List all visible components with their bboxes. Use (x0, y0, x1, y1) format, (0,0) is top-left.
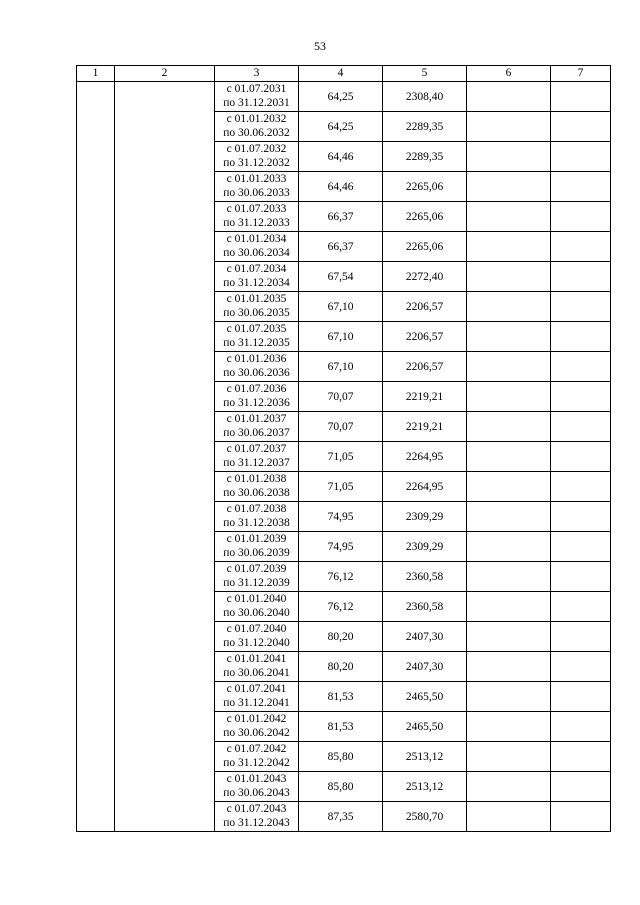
page-number: 53 (314, 39, 326, 53)
col-6-cell (467, 292, 551, 322)
col-5-value: 2309,29 (383, 532, 467, 562)
period-to: по 30.06.2041 (223, 666, 290, 679)
period-from: с 01.01.2043 (226, 773, 287, 785)
col-5-value: 2206,57 (383, 322, 467, 352)
column-header-4: 4 (299, 66, 383, 82)
col-7-cell (551, 172, 611, 202)
col-5-value: 2219,21 (383, 382, 467, 412)
period-from: с 01.07.2037 (226, 443, 287, 455)
col-6-cell (467, 442, 551, 472)
period-cell (215, 202, 299, 232)
period-to: по 30.06.2043 (223, 786, 290, 799)
col-5-value: 2308,40 (383, 82, 467, 112)
period-to: по 31.12.2038 (223, 516, 290, 529)
col-4-value: 66,37 (299, 232, 383, 262)
period-cell (215, 742, 299, 772)
col-4-value: 67,54 (299, 262, 383, 292)
col-1-cell (77, 82, 115, 832)
col-5-value: 2360,58 (383, 592, 467, 622)
col-6-cell (467, 502, 551, 532)
col-5-value: 2407,30 (383, 622, 467, 652)
period-from: с 01.01.2036 (226, 353, 287, 365)
col-4-value: 85,80 (299, 772, 383, 802)
col-7-cell (551, 352, 611, 382)
col-5-value: 2265,06 (383, 172, 467, 202)
col-6-cell (467, 352, 551, 382)
period-from: с 01.07.2036 (226, 383, 287, 395)
period-cell (215, 82, 299, 112)
period-to: по 31.12.2032 (223, 156, 290, 169)
period-from: с 01.01.2035 (226, 293, 287, 305)
col-5-value: 2219,21 (383, 412, 467, 442)
period-from: с 01.07.2033 (226, 203, 287, 215)
col-6-cell (467, 412, 551, 442)
period-to: по 30.06.2039 (223, 546, 290, 559)
period-cell (215, 142, 299, 172)
period-cell (215, 352, 299, 382)
col-6-cell (467, 772, 551, 802)
col-7-cell (551, 112, 611, 142)
col-6-cell (467, 472, 551, 502)
column-header-6: 6 (467, 66, 551, 82)
period-from: с 01.01.2040 (226, 593, 287, 605)
col-6-cell (467, 322, 551, 352)
col-4-value: 74,95 (299, 502, 383, 532)
col-4-value: 76,12 (299, 592, 383, 622)
col-6-cell (467, 202, 551, 232)
col-4-value: 70,07 (299, 412, 383, 442)
table-row (77, 82, 611, 112)
period-to: по 30.06.2038 (223, 486, 290, 499)
col-6-cell (467, 742, 551, 772)
col-4-value: 81,53 (299, 682, 383, 712)
column-header-7: 7 (551, 66, 611, 82)
period-cell (215, 382, 299, 412)
col-5-value: 2206,57 (383, 352, 467, 382)
col-4-value: 81,53 (299, 712, 383, 742)
col-4-value: 67,10 (299, 292, 383, 322)
col-7-cell (551, 622, 611, 652)
col-5-value: 2265,06 (383, 232, 467, 262)
period-to: по 30.06.2036 (223, 366, 290, 379)
col-5-value: 2513,12 (383, 772, 467, 802)
col-7-cell (551, 322, 611, 352)
col-7-cell (551, 472, 611, 502)
period-to: по 31.12.2042 (223, 756, 290, 769)
col-5-value: 2289,35 (383, 142, 467, 172)
col-7-cell (551, 412, 611, 442)
table-body (77, 82, 611, 832)
col-7-cell (551, 682, 611, 712)
period-cell (215, 592, 299, 622)
period-to: по 31.12.2037 (223, 456, 290, 469)
col-5-value: 2265,06 (383, 202, 467, 232)
col-7-cell (551, 292, 611, 322)
col-7-cell (551, 592, 611, 622)
col-6-cell (467, 532, 551, 562)
col-6-cell (467, 172, 551, 202)
col-4-value: 80,20 (299, 652, 383, 682)
col-7-cell (551, 712, 611, 742)
col-7-cell (551, 142, 611, 172)
period-from: с 01.07.2040 (226, 623, 287, 635)
col-7-cell (551, 532, 611, 562)
column-header-3: 3 (215, 66, 299, 82)
col-4-value: 64,46 (299, 142, 383, 172)
period-to: по 31.12.2043 (223, 816, 290, 829)
col-6-cell (467, 112, 551, 142)
col-6-cell (467, 802, 551, 832)
col-4-value: 71,05 (299, 472, 383, 502)
period-cell (215, 412, 299, 442)
col-4-value: 67,10 (299, 352, 383, 382)
period-cell (215, 262, 299, 292)
col-7-cell (551, 562, 611, 592)
period-from: с 01.01.2034 (226, 233, 287, 245)
col-4-value: 76,12 (299, 562, 383, 592)
column-header-5: 5 (383, 66, 467, 82)
col-4-value: 87,35 (299, 802, 383, 832)
col-2-cell (115, 82, 215, 832)
col-6-cell (467, 382, 551, 412)
period-to: по 31.12.2040 (223, 636, 290, 649)
col-7-cell (551, 442, 611, 472)
period-cell (215, 112, 299, 142)
col-6-cell (467, 562, 551, 592)
col-7-cell (551, 232, 611, 262)
period-from: с 01.01.2032 (226, 113, 287, 125)
column-header-2: 2 (115, 66, 215, 82)
col-6-cell (467, 652, 551, 682)
col-5-value: 2513,12 (383, 742, 467, 772)
col-4-value: 64,25 (299, 112, 383, 142)
col-6-cell (467, 262, 551, 292)
col-6-cell (467, 82, 551, 112)
col-7-cell (551, 382, 611, 412)
period-to: по 31.12.2035 (223, 336, 290, 349)
col-7-cell (551, 772, 611, 802)
period-from: с 01.01.2039 (226, 533, 287, 545)
header-row (77, 66, 611, 82)
period-cell (215, 622, 299, 652)
period-cell (215, 232, 299, 262)
tariff-table (76, 65, 611, 832)
period-from: с 01.01.2038 (226, 473, 287, 485)
col-5-value: 2264,95 (383, 472, 467, 502)
period-from: с 01.07.2035 (226, 323, 287, 335)
col-4-value: 85,80 (299, 742, 383, 772)
col-5-value: 2206,57 (383, 292, 467, 322)
period-cell (215, 502, 299, 532)
col-6-cell (467, 592, 551, 622)
period-from: с 01.07.2032 (226, 143, 287, 155)
period-to: по 30.06.2040 (223, 606, 290, 619)
col-5-value: 2465,50 (383, 682, 467, 712)
col-5-value: 2580,70 (383, 802, 467, 832)
col-6-cell (467, 712, 551, 742)
period-from: с 01.07.2038 (226, 503, 287, 515)
col-4-value: 74,95 (299, 532, 383, 562)
period-cell (215, 292, 299, 322)
col-6-cell (467, 622, 551, 652)
col-7-cell (551, 742, 611, 772)
col-4-value: 67,10 (299, 322, 383, 352)
period-from: с 01.01.2033 (226, 173, 287, 185)
col-7-cell (551, 802, 611, 832)
period-to: по 30.06.2033 (223, 186, 290, 199)
col-5-value: 2289,35 (383, 112, 467, 142)
col-5-value: 2309,29 (383, 502, 467, 532)
period-to: по 31.12.2041 (223, 696, 290, 709)
col-4-value: 71,05 (299, 442, 383, 472)
col-5-value: 2272,40 (383, 262, 467, 292)
period-to: по 30.06.2037 (223, 426, 290, 439)
col-4-value: 80,20 (299, 622, 383, 652)
period-from: с 01.07.2039 (226, 563, 287, 575)
col-6-cell (467, 232, 551, 262)
col-4-value: 66,37 (299, 202, 383, 232)
period-cell (215, 802, 299, 832)
period-from: с 01.01.2041 (226, 653, 287, 665)
col-6-cell (467, 142, 551, 172)
col-7-cell (551, 502, 611, 532)
period-from: с 01.01.2042 (226, 713, 287, 725)
period-to: по 31.12.2033 (223, 216, 290, 229)
period-cell (215, 442, 299, 472)
period-to: по 30.06.2035 (223, 306, 290, 319)
period-cell (215, 682, 299, 712)
col-5-value: 2360,58 (383, 562, 467, 592)
col-7-cell (551, 652, 611, 682)
col-5-value: 2264,95 (383, 442, 467, 472)
period-from: с 01.07.2042 (226, 743, 287, 755)
period-cell (215, 172, 299, 202)
period-to: по 30.06.2034 (223, 246, 290, 259)
period-to: по 31.12.2034 (223, 276, 290, 289)
period-to: по 30.06.2032 (223, 126, 290, 139)
period-from: с 01.07.2031 (226, 83, 287, 95)
period-to: по 31.12.2039 (223, 576, 290, 589)
col-7-cell (551, 82, 611, 112)
period-from: с 01.01.2037 (226, 413, 287, 425)
period-to: по 31.12.2036 (223, 396, 290, 409)
period-cell (215, 322, 299, 352)
period-to: по 30.06.2042 (223, 726, 290, 739)
period-cell (215, 562, 299, 592)
period-from: с 01.07.2043 (226, 803, 287, 815)
col-7-cell (551, 202, 611, 232)
period-from: с 01.07.2041 (226, 683, 287, 695)
period-to: по 31.12.2031 (223, 96, 290, 109)
period-cell (215, 712, 299, 742)
col-4-value: 64,25 (299, 82, 383, 112)
period-cell (215, 532, 299, 562)
col-7-cell (551, 262, 611, 292)
period-cell (215, 472, 299, 502)
period-cell (215, 772, 299, 802)
col-5-value: 2407,30 (383, 652, 467, 682)
col-5-value: 2465,50 (383, 712, 467, 742)
col-4-value: 70,07 (299, 382, 383, 412)
period-from: с 01.07.2034 (226, 263, 287, 275)
column-header-1: 1 (77, 66, 115, 82)
col-4-value: 64,46 (299, 172, 383, 202)
period-cell (215, 652, 299, 682)
col-6-cell (467, 682, 551, 712)
